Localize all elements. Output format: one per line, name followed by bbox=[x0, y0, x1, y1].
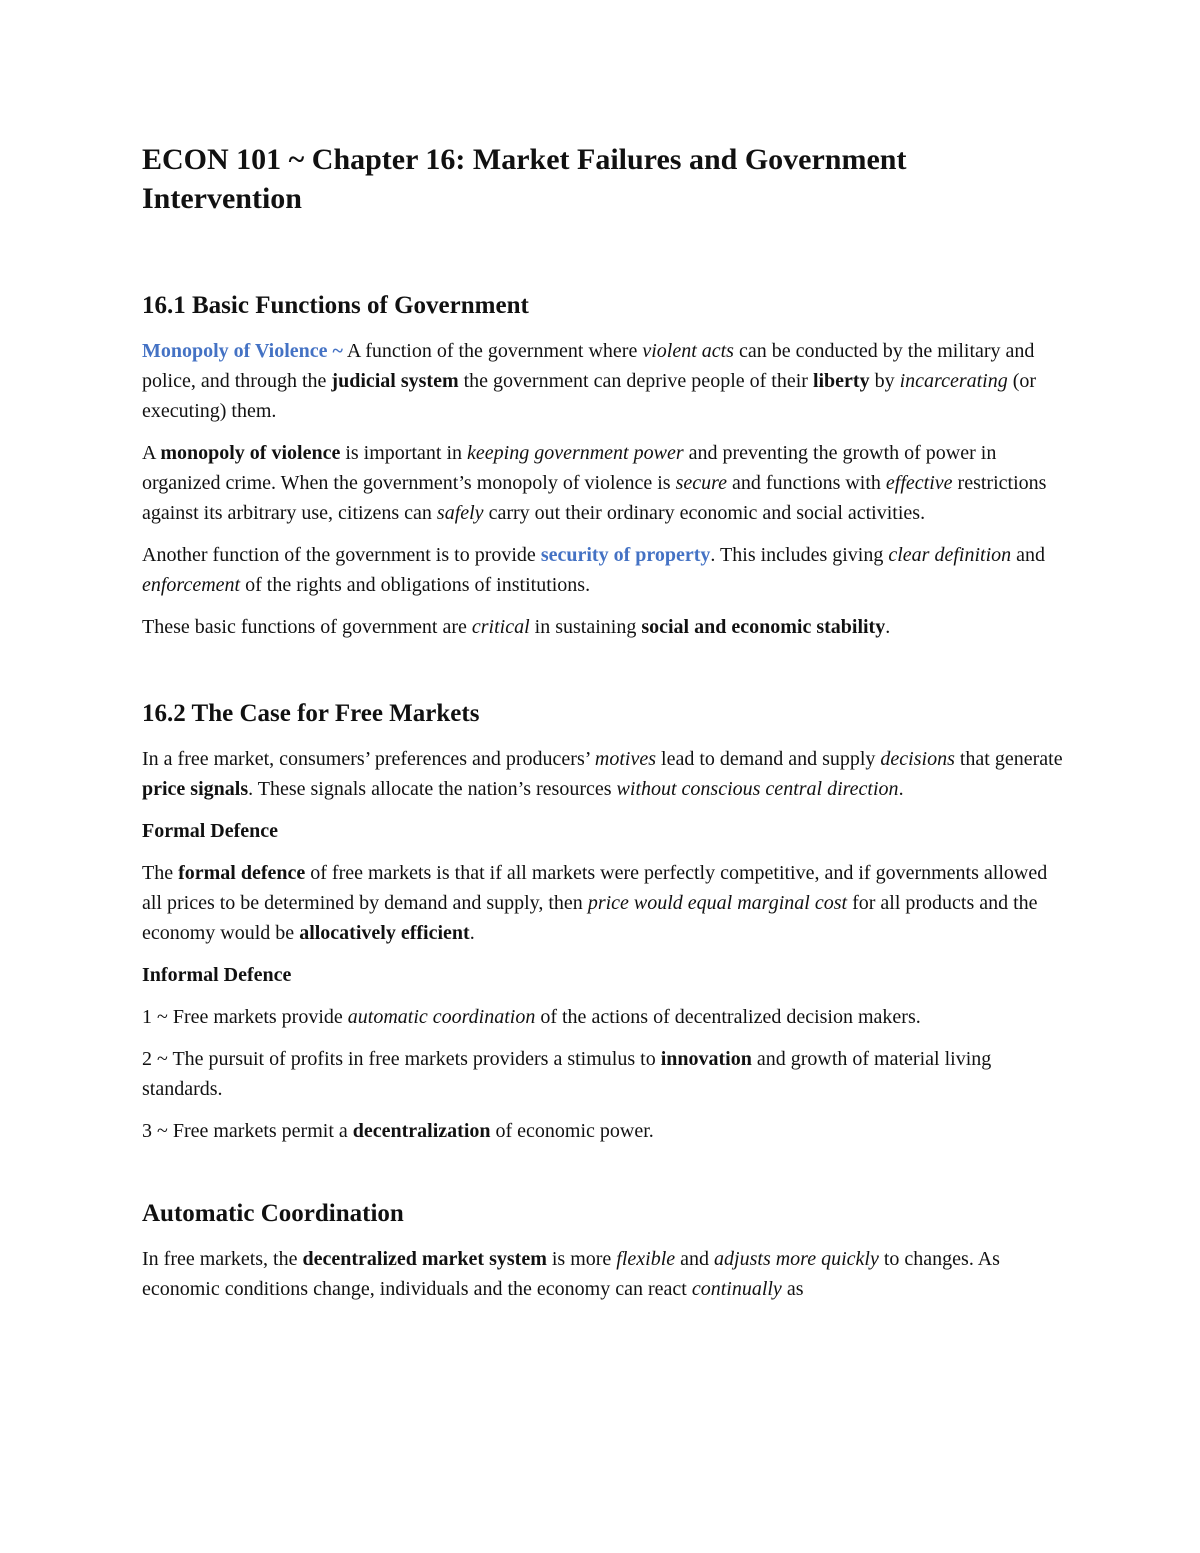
text: in sustaining bbox=[529, 616, 642, 638]
bold-text: social and economic stability bbox=[641, 616, 886, 638]
italic-text: effective bbox=[885, 472, 953, 494]
paragraph-importance-of-monopoly bbox=[142, 438, 1072, 528]
bold-text: price signals bbox=[142, 778, 249, 800]
text: and preventing the growth of power in organized crime. When the government’s monopoly of violence is bbox=[142, 442, 997, 494]
paragraph-basic-functions-summary bbox=[142, 612, 1072, 642]
text: carry out their ordinary economic and social activities. bbox=[483, 502, 926, 524]
text: can be conducted by the military and police, and through the bbox=[142, 340, 1035, 392]
text: The bbox=[142, 862, 179, 884]
text: These basic functions of government are bbox=[142, 616, 472, 638]
bold-text: decentralized market system bbox=[302, 1248, 547, 1270]
italic-text: safely bbox=[436, 502, 484, 524]
text: as bbox=[781, 1278, 804, 1300]
text: of free markets is that if all markets were perfectly competitive, and if governments allowed all prices to be determined by demand and supply, then bbox=[142, 862, 1048, 914]
paragraph-free-market-intro bbox=[142, 744, 1072, 804]
text: 1 ~ Free markets provide bbox=[142, 1006, 348, 1028]
text: A bbox=[142, 442, 161, 464]
section-heading-automatic-coordination: Automatic Coordination bbox=[142, 1200, 404, 1227]
section-spacer bbox=[142, 1158, 1072, 1198]
section-heading-16-1: 16.1 Basic Functions of Government bbox=[142, 292, 529, 319]
text: . bbox=[885, 616, 891, 638]
text: (or executing) them. bbox=[142, 370, 1037, 422]
bold-text: innovation bbox=[660, 1048, 752, 1070]
text: restrictions against its arbitrary use, citizens can bbox=[142, 472, 1047, 524]
text: A function of the government where bbox=[342, 340, 643, 362]
text: is more bbox=[546, 1248, 617, 1270]
section-spacer bbox=[142, 654, 1072, 698]
term-monopoly-of-violence: Monopoly of Violence ~ bbox=[142, 340, 343, 362]
text: that generate bbox=[954, 748, 1063, 770]
text: and functions with bbox=[727, 472, 886, 494]
list-item-2 bbox=[142, 1044, 1072, 1104]
italic-text: critical bbox=[471, 616, 530, 638]
paragraph-formal-defence bbox=[142, 858, 1072, 948]
bold-text: formal defence bbox=[178, 862, 306, 884]
italic-text: decisions bbox=[880, 748, 955, 770]
text: to changes. As economic conditions change, individuals and the economy can react bbox=[142, 1248, 1000, 1300]
subheading-informal-defence: Informal Defence bbox=[142, 964, 292, 986]
text: . This includes giving bbox=[710, 544, 889, 566]
text: In a free market, consumers’ preferences and producers’ bbox=[142, 748, 595, 770]
list-item-1 bbox=[142, 1002, 1072, 1032]
italic-text: without conscious central direction bbox=[616, 778, 899, 800]
term-security-of-property: security of property bbox=[540, 544, 711, 566]
italic-text: clear definition bbox=[888, 544, 1012, 566]
document-page bbox=[142, 140, 1072, 1316]
italic-text: automatic coordination bbox=[347, 1006, 536, 1028]
text: 3 ~ Free markets permit a bbox=[142, 1120, 353, 1142]
text: 2 ~ The pursuit of profits in free markets providers a stimulus to bbox=[142, 1048, 661, 1070]
italic-text: incarcerating bbox=[899, 370, 1008, 392]
section-heading-16-2: 16.2 The Case for Free Markets bbox=[142, 700, 480, 727]
text: and bbox=[675, 1248, 715, 1270]
bold-text: allocatively efficient bbox=[299, 922, 470, 944]
italic-text: violent acts bbox=[642, 340, 734, 362]
text: for all products and the economy would be bbox=[142, 892, 1038, 944]
italic-text: price would equal marginal cost bbox=[587, 892, 848, 914]
bold-text: liberty bbox=[812, 370, 870, 392]
text: Another function of the government is to provide bbox=[142, 544, 541, 566]
paragraph-monopoly-of-violence bbox=[142, 336, 1072, 426]
text: lead to demand and supply bbox=[656, 748, 881, 770]
paragraph-automatic-coordination bbox=[142, 1244, 1072, 1304]
italic-text: motives bbox=[594, 748, 657, 770]
document-title: ECON 101 ~ Chapter 16: Market Failures and Government Intervention bbox=[142, 143, 907, 215]
text: of the rights and obligations of institutions. bbox=[240, 574, 591, 596]
italic-text: secure bbox=[675, 472, 728, 494]
text: is important in bbox=[340, 442, 468, 464]
text: of the actions of decentralized decision makers. bbox=[535, 1006, 921, 1028]
italic-text: flexible bbox=[616, 1248, 676, 1270]
list-item-3 bbox=[142, 1116, 1072, 1146]
bold-text: decentralization bbox=[352, 1120, 491, 1142]
bold-text: judicial system bbox=[331, 370, 459, 392]
text: of economic power. bbox=[490, 1120, 654, 1142]
bold-text: monopoly of violence bbox=[160, 442, 341, 464]
text: . bbox=[469, 922, 475, 944]
italic-text: continually bbox=[691, 1278, 782, 1300]
text: . bbox=[898, 778, 904, 800]
italic-text: keeping government power bbox=[467, 442, 684, 464]
text: by bbox=[869, 370, 900, 392]
subheading-formal-defence: Formal Defence bbox=[142, 820, 279, 842]
text: In free markets, the bbox=[142, 1248, 303, 1270]
paragraph-security-of-property bbox=[142, 540, 1072, 600]
italic-text: enforcement bbox=[142, 574, 241, 596]
text: the government can deprive people of their bbox=[458, 370, 813, 392]
text: and growth of material living standards. bbox=[142, 1048, 992, 1100]
text: and bbox=[1011, 544, 1046, 566]
text: . These signals allocate the nation’s resources bbox=[248, 778, 617, 800]
italic-text: adjusts more quickly bbox=[714, 1248, 879, 1270]
